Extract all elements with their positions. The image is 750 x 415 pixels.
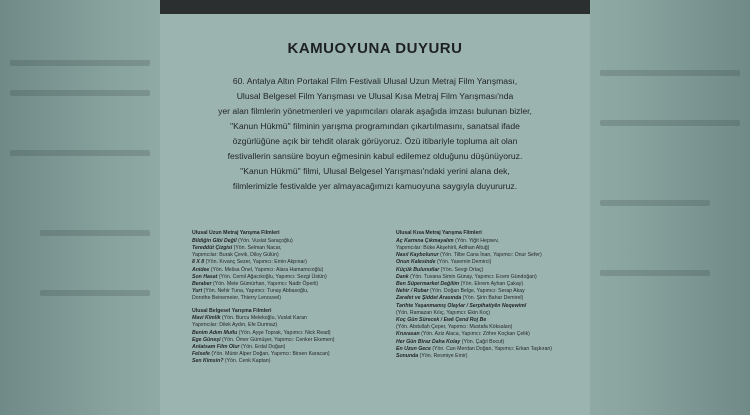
- film-entry: [396, 238, 592, 245]
- statement-line: özgürlüğüne açık bir tehdit olarak görüyoruz. Özü itibariyle topluma ait olan: [232, 136, 518, 146]
- film-credits: (Yön. Cemil Ağacıkoğlu, Yapımcı: Sezgi Üstün): [217, 273, 327, 280]
- film-entry: [396, 324, 592, 331]
- film-entry: [192, 267, 388, 274]
- blurred-background-right: [590, 0, 750, 415]
- film-entry: [396, 267, 592, 274]
- feature-film-list: [192, 238, 388, 303]
- film-title: Nehir / Rubar: [396, 288, 429, 295]
- film-credits: (Yön. Mete Gümürhan, Yapımcı: Nadir Öperli): [211, 280, 319, 287]
- film-entry: [192, 330, 388, 337]
- film-credits: (Yön. Burcu Melekoğlu, Vuslat Karan: [220, 315, 307, 322]
- film-entry: [192, 315, 388, 322]
- film-entry: [396, 317, 592, 324]
- film-credits: (Yön. Tilbe Cana İnan, Yapımcı: Onur Sefer): [438, 252, 542, 259]
- film-credits: (Yön. Vuslat Saraçoğlu): [236, 237, 293, 244]
- film-title: Anidee: [192, 266, 210, 273]
- film-title: Yurt: [192, 288, 203, 295]
- announcement-document: [160, 14, 590, 415]
- film-credits: (Yön. Selman Nacar,: [232, 244, 282, 251]
- film-credits: Yapımcılar: Burak Çevik, Diloy Gülün): [192, 252, 279, 259]
- film-title: Dank: [396, 273, 409, 280]
- statement-line: "Kanun Hükmü" filminin yarışma programından çıkartılmasını, sanatsal ifade: [230, 121, 520, 131]
- statement-paragraph: [174, 74, 576, 194]
- film-credits: (Yön. Tuvana Simin Günay, Yapımcı: Ecem Gündoğan): [408, 273, 537, 280]
- film-title: Kruvasan: [396, 331, 420, 338]
- right-film-column: [396, 230, 592, 360]
- film-credits: (Yön. Cenk Kaptan): [223, 358, 271, 365]
- film-title: Her Gün Biraz Daha Kolay: [396, 338, 461, 345]
- film-entry: [192, 322, 388, 329]
- film-entry: [192, 358, 388, 365]
- film-credits: Yapımcılar: Dilek Aydın, Efe Durmaz): [192, 322, 278, 329]
- film-credits: (Yön. Ayşe Toprak, Yapımcı: Nick Read): [237, 329, 331, 336]
- film-credits: (Yön. Şirin Bahar Demirel): [461, 295, 524, 302]
- film-entry: [192, 344, 388, 351]
- film-credits: (Yön. Resmiye Emir): [418, 352, 468, 359]
- film-entry: [192, 238, 388, 245]
- film-credits: (Yön. Melisa Önel, Yapımcı: Alara Hamamcıoğlu): [209, 266, 324, 273]
- blurred-background-left: [0, 0, 160, 415]
- statement-line: festivallerin sansüre boyun eğmesinin kabul edilemez olduğunu düşünüyoruz.: [227, 151, 523, 161]
- film-title: Bildiğin Gibi Değil: [192, 237, 237, 244]
- film-credits: (Yön. Nehir Tuna, Yapımcı: Tunay Abbasoğlu,: [202, 288, 309, 295]
- film-title: Felsefe: [192, 351, 210, 358]
- film-title: 8 X 8: [192, 259, 205, 266]
- film-entry: [192, 259, 388, 266]
- film-entry: [396, 310, 592, 317]
- film-entry: [192, 252, 388, 259]
- film-title: Nasıl Kaybolunur: [396, 252, 439, 259]
- documentary-section-heading: Ulusal Belgesel Yarışma Filmleri: [192, 307, 272, 314]
- film-title: Ben Süpermarket Değilim: [396, 280, 460, 287]
- statement-line: Ulusal Belgesel Film Yarışması ve Ulusal Kısa Metraj Film Yarışması'nda: [236, 91, 514, 101]
- film-credits: (Yön. Aziz Alaca, Yapımcı: Zöhre Koçkan Çelik): [419, 331, 530, 338]
- film-title: Mavi Kimlik: [192, 315, 221, 322]
- film-title: Ege Güneşi: [192, 336, 221, 343]
- film-title: Zarafet ve Şiddet Arasında: [396, 295, 462, 302]
- film-credits: (Yön. Kıvanç Sezer, Yapımcı: Emin Akpınar): [204, 259, 307, 266]
- documentary-film-list: [192, 315, 388, 365]
- film-title: Tereddüt Çizgisi: [192, 244, 233, 251]
- film-entry: [396, 259, 592, 266]
- film-entry: [396, 288, 592, 295]
- film-credits: Dorothe Beinemeier, Thierry Lenouvel): [192, 295, 282, 302]
- film-title: Son Hasat: [192, 273, 218, 280]
- film-entry: [396, 303, 592, 310]
- film-credits: (Yön. Yasemin Demirci): [435, 259, 492, 266]
- film-title: Anlatsam Film Olur: [192, 344, 240, 351]
- film-entry: [192, 245, 388, 252]
- film-entry: [396, 353, 592, 360]
- left-film-column: [192, 230, 388, 366]
- film-entry: [396, 274, 592, 281]
- short-section-heading: Ulusal Kısa Metraj Yarışma Filmleri: [396, 230, 482, 236]
- film-credits: (Yön. Doğan Belge, Yapımcı: Serap Akay: [428, 288, 525, 295]
- film-title: Küçük Bulunutlar: [396, 266, 440, 273]
- film-credits: (Yön. Çağıl Bocut): [460, 338, 505, 345]
- feature-section-heading: Ulusal Uzun Metraj Yarışma Filmleri: [192, 230, 280, 236]
- film-title: Onun Kalesinde: [396, 259, 436, 266]
- statement-line: yer alan filmlerin yönetmenleri ve yapımcıları olarak aşağıda imzası bulunan bizler,: [218, 106, 532, 116]
- film-entry: [396, 331, 592, 338]
- film-title: Beraber: [192, 280, 212, 287]
- film-credits: (Yön. Yiğit Hepsev,: [453, 237, 499, 244]
- film-entry: [192, 337, 388, 344]
- film-credits: (Yön. Erdal Doğan): [239, 344, 286, 351]
- film-credits: (Yön. Ramazan Kılıç, Yapımcı: Ekin Koç): [396, 309, 491, 316]
- film-credits: (Yön. Ekrem Ayhan Çakay): [459, 280, 524, 287]
- film-entry: [192, 351, 388, 358]
- film-credits: (Yön. Ömer Gümüşer, Yapımcı: Cenker Ekemen): [220, 336, 335, 343]
- film-title: Aç Karnına Çıkmayalım: [396, 237, 454, 244]
- film-entry: [396, 281, 592, 288]
- film-title: En Uzun Gece: [396, 345, 431, 352]
- statement-line: filmlerimizle festivalde yer almayacağımızı kamuoyuna saygıyla duyururuz.: [232, 181, 518, 191]
- film-title: Sen Kimsin?: [192, 358, 224, 365]
- announcement-title: KAMUOYUNA DUYURU: [287, 40, 463, 57]
- film-credits: (Yön. Abdullah Çeper, Yapımcı: Mustafa Köksalan): [396, 324, 513, 331]
- film-credits: (Yön. Münir Alper Doğan, Yapımcı: Birsen Karacan): [209, 351, 330, 358]
- film-entry: [396, 339, 592, 346]
- film-title: Sonunda: [396, 352, 419, 359]
- top-dark-band: [160, 0, 590, 14]
- film-entry: [192, 274, 388, 281]
- film-credits: Yapımcılar: Büke Akşehirli, Adihan Altuğ): [396, 244, 490, 251]
- film-title: Benim Adım Mutlu: [192, 329, 238, 336]
- film-title: Koç Gün Sürecek / Ewê Çend Roj Be: [396, 316, 487, 323]
- film-entry: [396, 295, 592, 302]
- film-entry: [192, 281, 388, 288]
- film-entry: [192, 288, 388, 295]
- film-entry: [396, 252, 592, 259]
- film-title: Tarihte Yaşanmamış Olaylar / Serpihatiyên Neqewimî: [396, 302, 527, 309]
- film-credits: (Yön. Sevgi Ortaç): [439, 266, 484, 273]
- short-film-list: [396, 238, 592, 360]
- film-entry: [192, 295, 388, 302]
- film-entry: [396, 346, 592, 353]
- film-credits: (Yön. Can Merdan Doğan, Yapımcı: Erkan Taşkıran): [430, 345, 552, 352]
- statement-line: 60. Antalya Altın Portakal Film Festivali Ulusal Uzun Metraj Film Yarışması,: [232, 76, 518, 86]
- statement-line: "Kanun Hükmü" filmi, Ulusal Belgesel Yarışması'ndaki yerini alana dek,: [240, 166, 510, 176]
